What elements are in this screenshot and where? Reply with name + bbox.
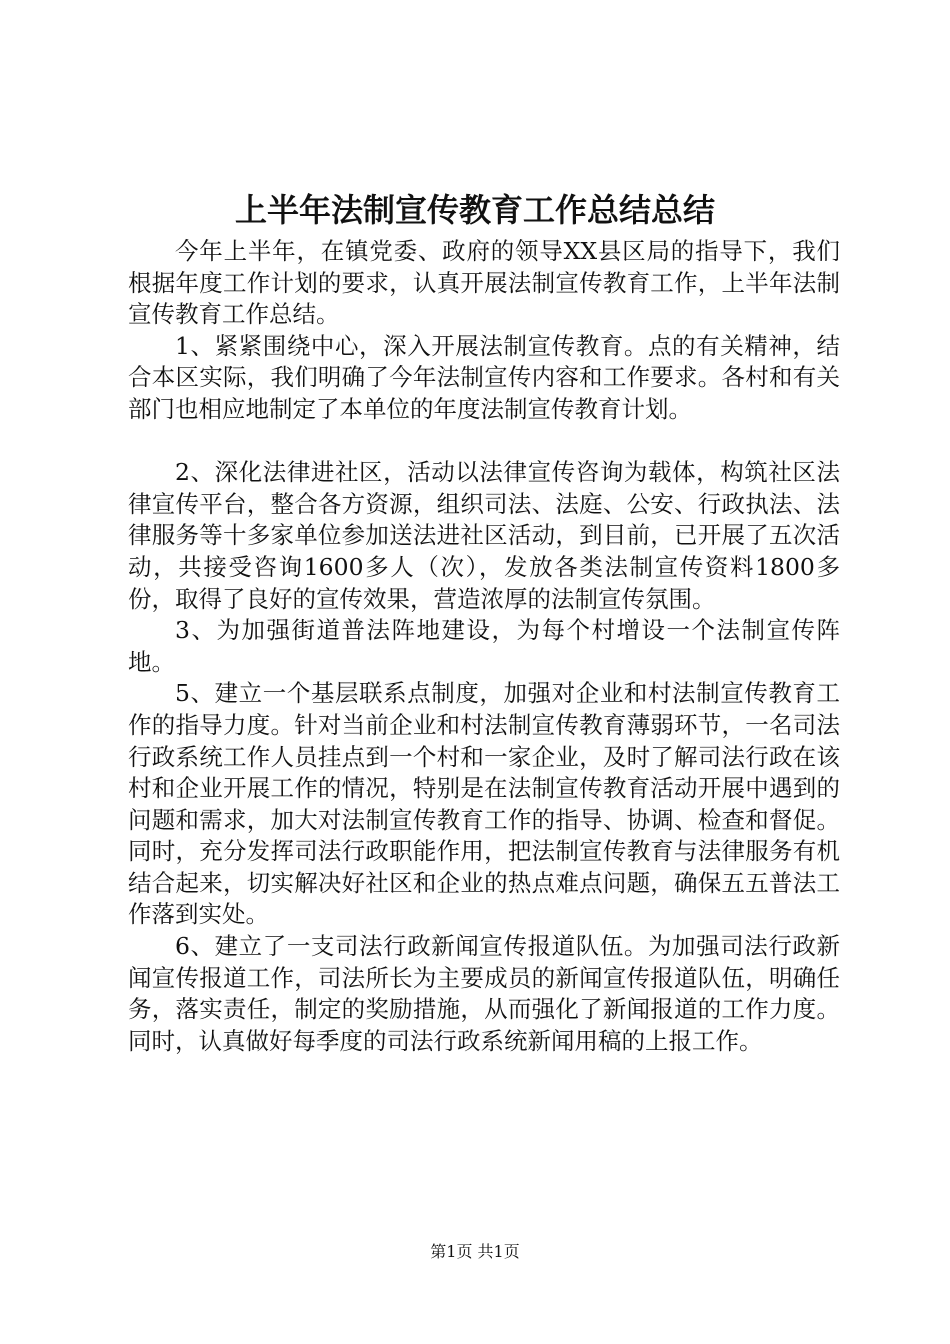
paragraph-spacer <box>128 426 840 458</box>
paragraph-3: 3、为加强街道普法阵地建设，为每个村增设一个法制宣传阵地。 <box>128 616 840 676</box>
paragraph-6: 6、建立了一支司法行政新闻宣传报道队伍。为加强司法行政新闻宣传报道工作，司法所长为主要成员的新闻宣传报道队伍，明确任务，落实责任，制定的奖励措施，从而强化了新闻报道的工作力度。同时，认真做好每季度的司法行政系统新闻用稿的上报工作。 <box>128 932 840 1055</box>
paragraph-intro: 今年上半年，在镇党委、政府的领导XX县区局的指导下，我们根据年度工作计划的要求，认真开展法制宣传教育工作，上半年法制宣传教育工作总结。 <box>128 237 840 329</box>
document-body <box>128 236 840 1057</box>
document-title: 上半年法制宣传教育工作总结总结 <box>234 191 715 229</box>
paragraph-2: 2、深化法律进社区，活动以法律宣传咨询为载体，构筑社区法律宣传平台，整合各方资源，组织司法、法庭、公安、行政执法、法律服务等十多家单位参加送法进社区活动，到目前，已开展了五次活动，共接受咨询1600多人（次），发放各类法制宣传资料1800多份，取得了良好的宣传效果，营造浓厚的法制宣传氛围。 <box>128 458 840 613</box>
page-footer: 第1页 共1页 <box>430 1242 520 1261</box>
paragraph-1: 1、紧紧围绕中心，深入开展法制宣传教育。点的有关精神，结合本区实际，我们明确了今年法制宣传内容和工作要求。各村和有关部门也相应地制定了本单位的年度法制宣传教育计划。 <box>128 331 840 423</box>
paragraph-5: 5、建立一个基层联系点制度，加强对企业和村法制宣传教育工作的指导力度。针对当前企业和村法制宣传教育薄弱环节，一名司法行政系统工作人员挂点到一个村和一家企业，及时了解司法行政在该村和企业开展工作的情况，特别是在法制宣传教育活动开展中遇到的问题和需求，加大对法制宣传教育工作的指导、协调、检查和督促。同时，充分发挥司法行政职能作用，把法制宣传教育与法律服务有机结合起来，切实解决好社区和企业的热点难点问题，确保五五普法工作落到实处。 <box>128 679 840 929</box>
